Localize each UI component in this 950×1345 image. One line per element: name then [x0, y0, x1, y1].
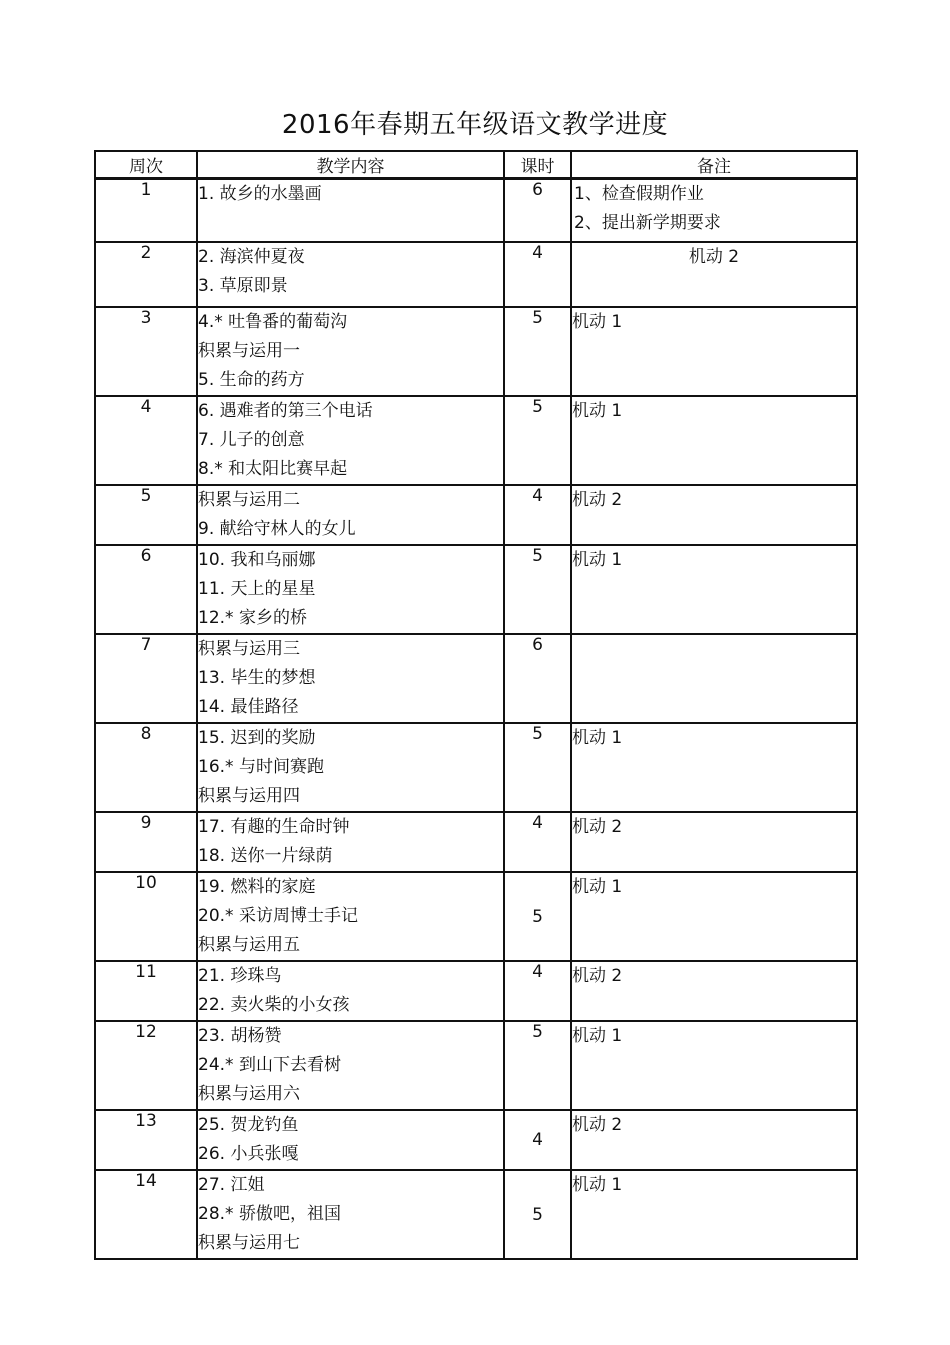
week-cell: 3 — [95, 307, 197, 396]
hours-cell: 5 — [504, 1170, 571, 1259]
lesson-item: 7. 儿子的创意 — [198, 430, 305, 450]
lesson-item: 21. 珍珠鸟 — [198, 966, 282, 986]
notes-cell — [571, 307, 857, 396]
header-hours: 课时 — [504, 151, 571, 179]
content-cell — [197, 1110, 504, 1170]
lesson-item: 16.* 与时间赛跑 — [198, 757, 324, 777]
content-cell — [197, 812, 504, 872]
lesson-item: 9. 献给守林人的女儿 — [198, 519, 356, 539]
header-week: 周次 — [95, 151, 197, 179]
content-cell — [197, 1170, 504, 1259]
notes-cell — [571, 179, 857, 243]
notes-cell — [571, 961, 857, 1021]
table-row — [95, 1170, 857, 1259]
lesson-item: 15. 迟到的奖励 — [198, 728, 316, 748]
content-cell — [197, 545, 504, 634]
lesson-item: 积累与运用四 — [198, 786, 300, 806]
week-cell: 12 — [95, 1021, 197, 1110]
notes-cell — [571, 396, 857, 485]
week-cell: 1 — [95, 179, 197, 243]
content-cell — [197, 485, 504, 545]
notes-cell — [571, 812, 857, 872]
table-row — [95, 242, 857, 307]
hours-cell: 6 — [504, 634, 571, 723]
header-row — [95, 151, 857, 179]
lesson-item: 13. 毕生的梦想 — [198, 668, 316, 688]
lesson-item: 3. 草原即景 — [198, 276, 288, 296]
table-row — [95, 485, 857, 545]
page-title: 2016年春期五年级语文教学进度 — [281, 110, 669, 140]
note-item: 机动 1 — [572, 728, 623, 748]
week-cell: 6 — [95, 545, 197, 634]
table-row — [95, 307, 857, 396]
lesson-item: 28.* 骄傲吧，祖国 — [198, 1204, 341, 1224]
hours-cell: 5 — [504, 723, 571, 812]
hours-cell: 5 — [504, 307, 571, 396]
table-row — [95, 545, 857, 634]
content-cell — [197, 872, 504, 961]
notes-cell — [571, 1021, 857, 1110]
week-cell: 4 — [95, 396, 197, 485]
lesson-item: 积累与运用一 — [198, 341, 300, 361]
hours-cell: 6 — [504, 179, 571, 243]
lesson-item: 22. 卖火柴的小女孩 — [198, 995, 350, 1015]
note-item: 2、提出新学期要求 — [574, 213, 721, 233]
hours-cell: 5 — [504, 872, 571, 961]
hours-cell: 5 — [504, 545, 571, 634]
lesson-item: 19. 燃料的家庭 — [198, 877, 316, 897]
lesson-item: 27. 江姐 — [198, 1175, 265, 1195]
hours-cell: 4 — [504, 242, 571, 307]
content-cell — [197, 179, 504, 243]
week-cell: 2 — [95, 242, 197, 307]
header-notes: 备注 — [571, 151, 857, 179]
lesson-item: 积累与运用五 — [198, 935, 300, 955]
table-row — [95, 1110, 857, 1170]
week-cell: 11 — [95, 961, 197, 1021]
note-item: 机动 2 — [572, 817, 623, 837]
note-item: 机动 1 — [572, 312, 623, 332]
hours-cell: 4 — [504, 1110, 571, 1170]
lesson-item: 18. 送你一片绿荫 — [198, 846, 333, 866]
lesson-item: 积累与运用二 — [198, 490, 300, 510]
week-cell: 8 — [95, 723, 197, 812]
hours-cell: 5 — [504, 1021, 571, 1110]
notes-cell — [571, 872, 857, 961]
lesson-item: 12.* 家乡的桥 — [198, 608, 307, 628]
content-cell — [197, 723, 504, 812]
table-row — [95, 396, 857, 485]
table-row — [95, 634, 857, 723]
note-item: 机动 1 — [572, 1175, 623, 1195]
lesson-item: 8.* 和太阳比赛早起 — [198, 459, 348, 479]
notes-cell — [571, 485, 857, 545]
notes-cell — [571, 242, 857, 307]
lesson-item: 积累与运用六 — [198, 1084, 300, 1104]
lesson-item: 积累与运用七 — [198, 1233, 300, 1253]
lesson-item: 2. 海滨仲夏夜 — [198, 247, 305, 267]
week-cell: 5 — [95, 485, 197, 545]
table-row — [95, 723, 857, 812]
table-row — [95, 1021, 857, 1110]
hours-cell: 5 — [504, 396, 571, 485]
lesson-item: 14. 最佳路径 — [198, 697, 299, 717]
lesson-item: 17. 有趣的生命时钟 — [198, 817, 350, 837]
content-cell — [197, 1021, 504, 1110]
hours-cell: 4 — [504, 812, 571, 872]
lesson-item: 23. 胡杨赞 — [198, 1026, 282, 1046]
week-cell: 14 — [95, 1170, 197, 1259]
lesson-item: 26. 小兵张嘎 — [198, 1144, 299, 1164]
notes-cell — [571, 545, 857, 634]
notes-cell — [571, 1170, 857, 1259]
lesson-item: 25. 贺龙钓鱼 — [198, 1115, 299, 1135]
table-row — [95, 179, 857, 243]
note-item: 机动 1 — [572, 401, 623, 421]
hours-cell: 4 — [504, 961, 571, 1021]
content-cell — [197, 242, 504, 307]
note-item: 机动 1 — [572, 550, 623, 570]
hours-cell: 4 — [504, 485, 571, 545]
week-cell: 7 — [95, 634, 197, 723]
week-cell: 10 — [95, 872, 197, 961]
lesson-item: 11. 天上的星星 — [198, 579, 316, 599]
note-item: 机动 1 — [572, 877, 623, 897]
note-item: 机动 1 — [572, 1026, 623, 1046]
lesson-item: 1. 故乡的水墨画 — [198, 184, 322, 204]
notes-cell — [571, 1110, 857, 1170]
lesson-item: 10. 我和乌丽娜 — [198, 550, 316, 570]
lesson-item: 5. 生命的药方 — [198, 370, 305, 390]
table-row — [95, 872, 857, 961]
content-cell — [197, 307, 504, 396]
week-cell: 13 — [95, 1110, 197, 1170]
content-cell — [197, 961, 504, 1021]
table-row — [95, 961, 857, 1021]
lesson-item: 24.* 到山下去看树 — [198, 1055, 341, 1075]
week-cell: 9 — [95, 812, 197, 872]
note-item: 机动 2 — [688, 247, 740, 267]
content-cell — [197, 634, 504, 723]
note-item: 1、检查假期作业 — [574, 184, 704, 204]
lesson-item: 20.* 采访周博士手记 — [198, 906, 358, 926]
lesson-item: 4.* 吐鲁番的葡萄沟 — [198, 312, 348, 332]
note-item: 机动 2 — [572, 1115, 623, 1135]
header-content: 教学内容 — [197, 151, 504, 179]
content-cell — [197, 396, 504, 485]
schedule-table — [94, 150, 858, 1260]
notes-cell — [571, 634, 857, 723]
lesson-item: 6. 遇难者的第三个电话 — [198, 401, 373, 421]
lesson-item: 积累与运用三 — [198, 639, 300, 659]
note-item: 机动 2 — [572, 490, 623, 510]
notes-cell — [571, 723, 857, 812]
table-row — [95, 812, 857, 872]
note-item: 机动 2 — [572, 966, 623, 986]
